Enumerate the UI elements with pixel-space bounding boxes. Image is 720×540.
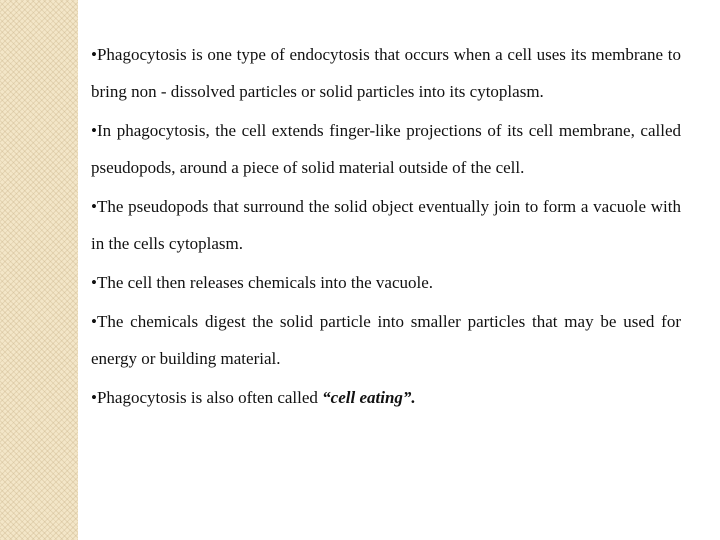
bullet-text: •Phagocytosis is also often called [91,388,323,407]
bullet-emphasis: “cell eating”. [322,388,416,407]
bullet-text: •The pseudopods that surround the solid object eventually join to form a vacuole with in the cells cytoplasm. [91,197,681,253]
slide-content [91,36,681,418]
bullet-text: •The chemicals digest the solid particle into smaller particles that may be used for energy or building material. [91,312,681,368]
bullet-text: •Phagocytosis is one type of endocytosis that occurs when a cell uses its membrane to bring non - dissolved particles or solid particles into its cytoplasm. [91,45,681,101]
bullet-pseudopods-extend [91,112,681,186]
bullet-chemicals-digest [91,303,681,377]
bullet-chemicals-released [91,264,681,301]
bullet-cell-eating [91,379,681,416]
bullet-text: •In phagocytosis, the cell extends finger-like projections of its cell membrane, called pseudopods, around a piece of solid material outside of the cell. [91,121,681,177]
bullet-vacuole-forms [91,188,681,262]
bullet-text: •The cell then releases chemicals into the vacuole. [91,273,434,292]
decorative-side-strip [0,0,78,540]
bullet-phagocytosis-definition [91,36,681,110]
